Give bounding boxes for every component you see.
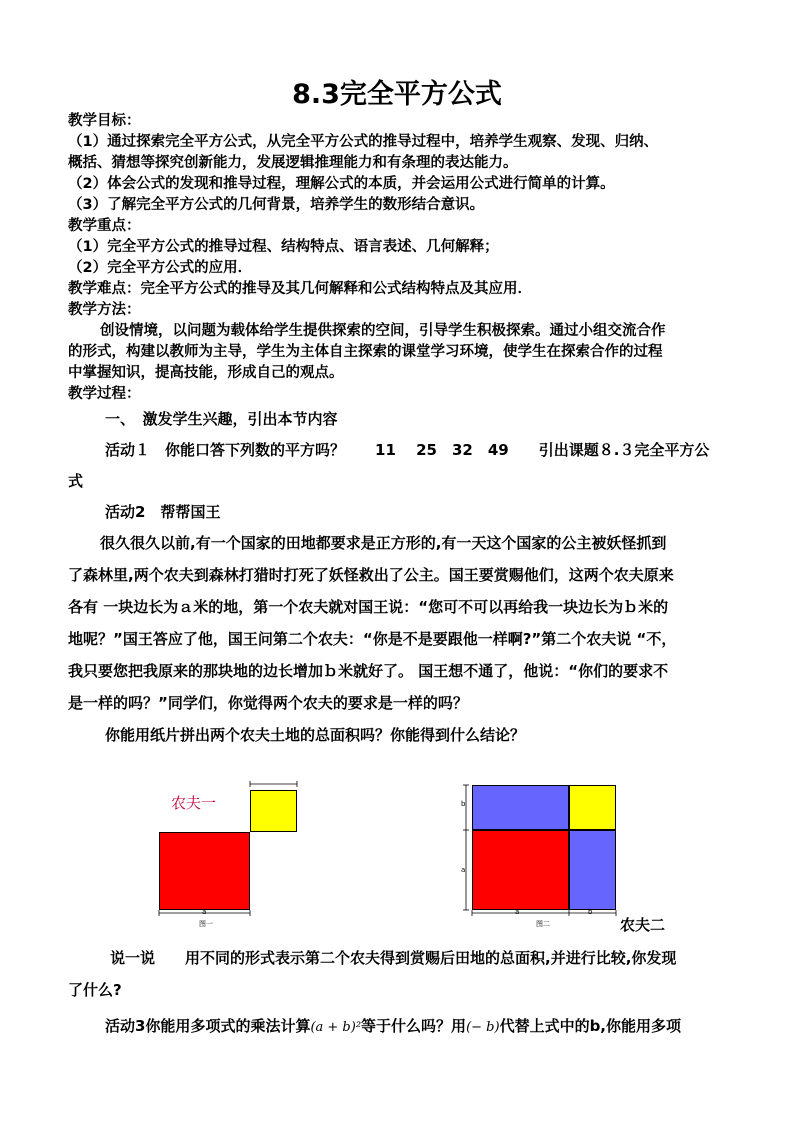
farmer-two-label: 农夫二 xyxy=(620,916,666,934)
text-line: 你能用纸片拼出两个农夫土地的总面积吗？你能得到什么结论？ xyxy=(105,726,526,744)
text-line: （1）通过探索完全平方公式，从完全平方公式的推导过程中，培养学生观察、发现、归纳、 xyxy=(68,134,659,150)
text-line: 了森林里,两个农夫到森林打猎时打死了妖怪救出了公主。国王要赏赐他们，这两个农夫原来 xyxy=(68,566,674,584)
dimension-lines xyxy=(155,778,315,928)
text-line: 说一说 用不同的形式表示第二个农夫得到赏赐后田地的总面积,并进行比较,你发现 xyxy=(110,949,677,967)
text-line: 我只要您把我原来的那块地的边长增加ｂ米就好了。 国王想不通了，他说：“你们的要求不 xyxy=(68,662,669,680)
text-line: 教学难点：完全平方公式的推导及其几何解释和公式结构特点及其应用． xyxy=(68,281,532,297)
text-line: 活动2 帮帮国王 xyxy=(105,503,221,521)
math-expression: (− b) xyxy=(466,1020,500,1035)
text-line: 各有 一块边长为ａ米的地，第一个农夫就对国王说：“您可不可以再给我一块边长为ｂ米的 xyxy=(68,598,669,616)
dim-label-b: b xyxy=(588,908,593,916)
text-line: 是一样的吗？”同学们，你觉得两个农夫的要求是一样的吗？ xyxy=(68,694,468,712)
activity-3-text: 活动3你能用多项式的乘法计算 xyxy=(105,1017,311,1035)
text-line: 教学目标： xyxy=(68,113,141,129)
text-line: （3）了解完全平方公式的几何背景，培养学生的数形结合意识。 xyxy=(68,197,485,213)
text-line: 中掌握知识，提高技能，形成自己的观点。 xyxy=(68,365,344,381)
text-line: （2）体会公式的发现和推导过程，理解公式的本质，并会运用公式进行简单的计算。 xyxy=(68,176,615,192)
text-line: 地呢？”国王答应了他，国王问第二个农夫：“你是不是要跟他一样啊?”第二个农夫说 “不， xyxy=(68,630,677,648)
text-line: 了什么? xyxy=(68,981,122,999)
figure-farmer-one xyxy=(155,778,315,928)
text-line: 的形式，构建以教师为主导，学生为主体自主探索的课堂学习环境，使学生在探索合作的过程 xyxy=(68,344,663,360)
text-line: 教学方法： xyxy=(68,302,141,318)
figure-farmer-two xyxy=(460,780,700,934)
figure-caption: 图二 xyxy=(536,920,550,928)
section-heading: 一、 激发学生兴趣，引出本节内容 xyxy=(105,410,338,428)
text-line-activity-3 xyxy=(105,1016,681,1038)
activity-3-text: 代替上式中的b,你能用多项 xyxy=(499,1017,681,1035)
math-expression: (a + b)² xyxy=(310,1020,362,1035)
dim-label-a: a xyxy=(515,908,520,916)
page-title: 8.3完全平方公式 xyxy=(292,79,502,110)
text-line: 创设情境，以问题为载体给学生提供探索的空间，引导学生积极探索。通过小组交流合作 xyxy=(100,323,666,339)
text-line: 教学过程： xyxy=(68,386,141,402)
activity-3-text: 等于什么吗？用 xyxy=(361,1017,467,1035)
text-line: 式 xyxy=(68,472,84,490)
dim-label-a: a xyxy=(202,908,207,916)
dimension-lines xyxy=(460,780,700,930)
text-line: 概括、猜想等探究创新能力，发展逻辑推理能力和有条理的表达能力。 xyxy=(68,155,518,171)
text-line: （1）完全平方公式的推导过程、结构特点、语言表述、几何解释； xyxy=(68,239,499,255)
dim-label-b: b xyxy=(461,800,466,808)
farmer-one-label: 农夫一 xyxy=(171,794,217,812)
figure-caption: 图一 xyxy=(199,920,213,928)
dim-label-a: a xyxy=(461,866,466,874)
text-line: 很久很久以前,有一个国家的田地都要求是正方形的,有一天这个国家的公主被妖怪抓到 xyxy=(100,534,667,552)
text-line: 活动１ 你能口答下列数的平方吗？ 11 25 32 49 引出课题８.３完全平方公 xyxy=(105,441,710,459)
text-line: （2）完全平方公式的应用． xyxy=(68,260,253,276)
text-line: 教学重点： xyxy=(68,218,141,234)
